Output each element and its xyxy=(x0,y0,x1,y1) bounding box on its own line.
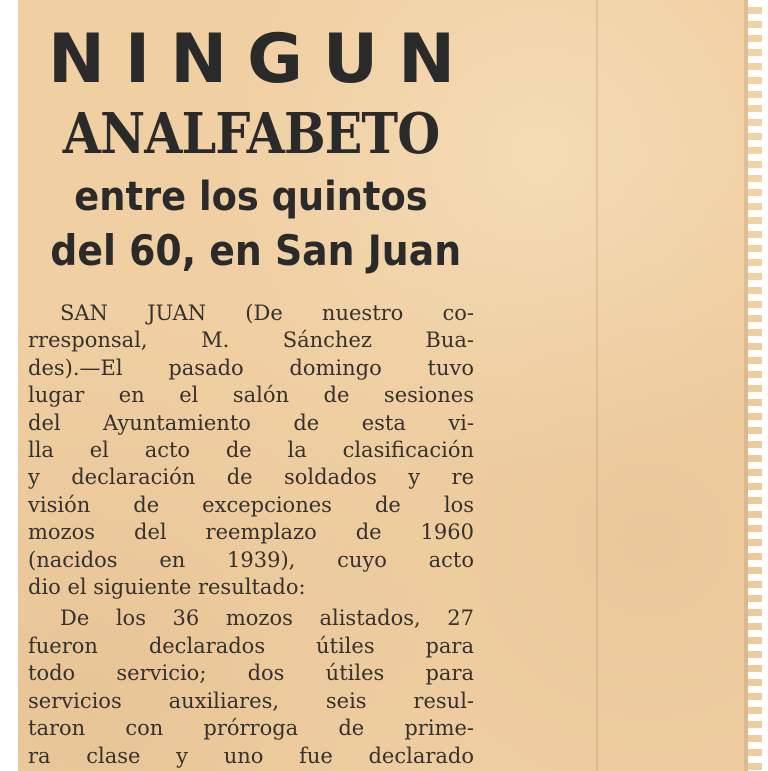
article-line: rresponsal, M. Sánchez Bua- xyxy=(28,328,474,353)
article-line: todo servicio; dos útiles para xyxy=(28,661,474,686)
article-line: (nacidos en 1939), cuyo acto xyxy=(28,547,474,572)
article-line: SAN JUAN (De nuestro co- xyxy=(60,301,474,325)
headline-line-4: del 60, en San Juan xyxy=(50,226,462,275)
paper-fold-line xyxy=(596,0,598,771)
article-line: visión de excepciones de los xyxy=(28,492,474,517)
article-line: servicios auxiliares, seis resul- xyxy=(28,688,474,713)
article-line: y declaración de soldados y re xyxy=(28,465,474,490)
article-line: lla el acto de la clasificación xyxy=(28,438,474,463)
article-paragraph-2 xyxy=(28,605,474,769)
article-line: fueron declarados útiles para xyxy=(28,633,474,658)
newspaper-clipping xyxy=(18,0,762,771)
torn-paper-edge xyxy=(748,0,762,771)
article-line: De los 36 mozos alistados, 27 xyxy=(60,606,474,631)
article-line: mozos del reemplazo de 1960 xyxy=(28,520,474,545)
headline-line-3: entre los quintos xyxy=(74,174,428,220)
article-line: del Ayuntamiento de esta vi- xyxy=(28,410,474,435)
article-paragraph-1 xyxy=(28,300,474,601)
article-line: lugar en el salón de sesiones xyxy=(28,383,474,408)
headline-line-1: NINGUN xyxy=(48,20,476,99)
article-line: taron con prórroga de prime- xyxy=(28,716,474,741)
headline-line-2: ANALFABETO xyxy=(62,101,440,167)
article-column xyxy=(28,0,474,770)
article-line: ra clase y uno fue declarado xyxy=(28,743,474,768)
article-body xyxy=(28,300,474,770)
article-line: des).—El pasado domingo tuvo xyxy=(28,355,474,380)
article-line: dio el siguiente resultado: xyxy=(28,575,306,600)
